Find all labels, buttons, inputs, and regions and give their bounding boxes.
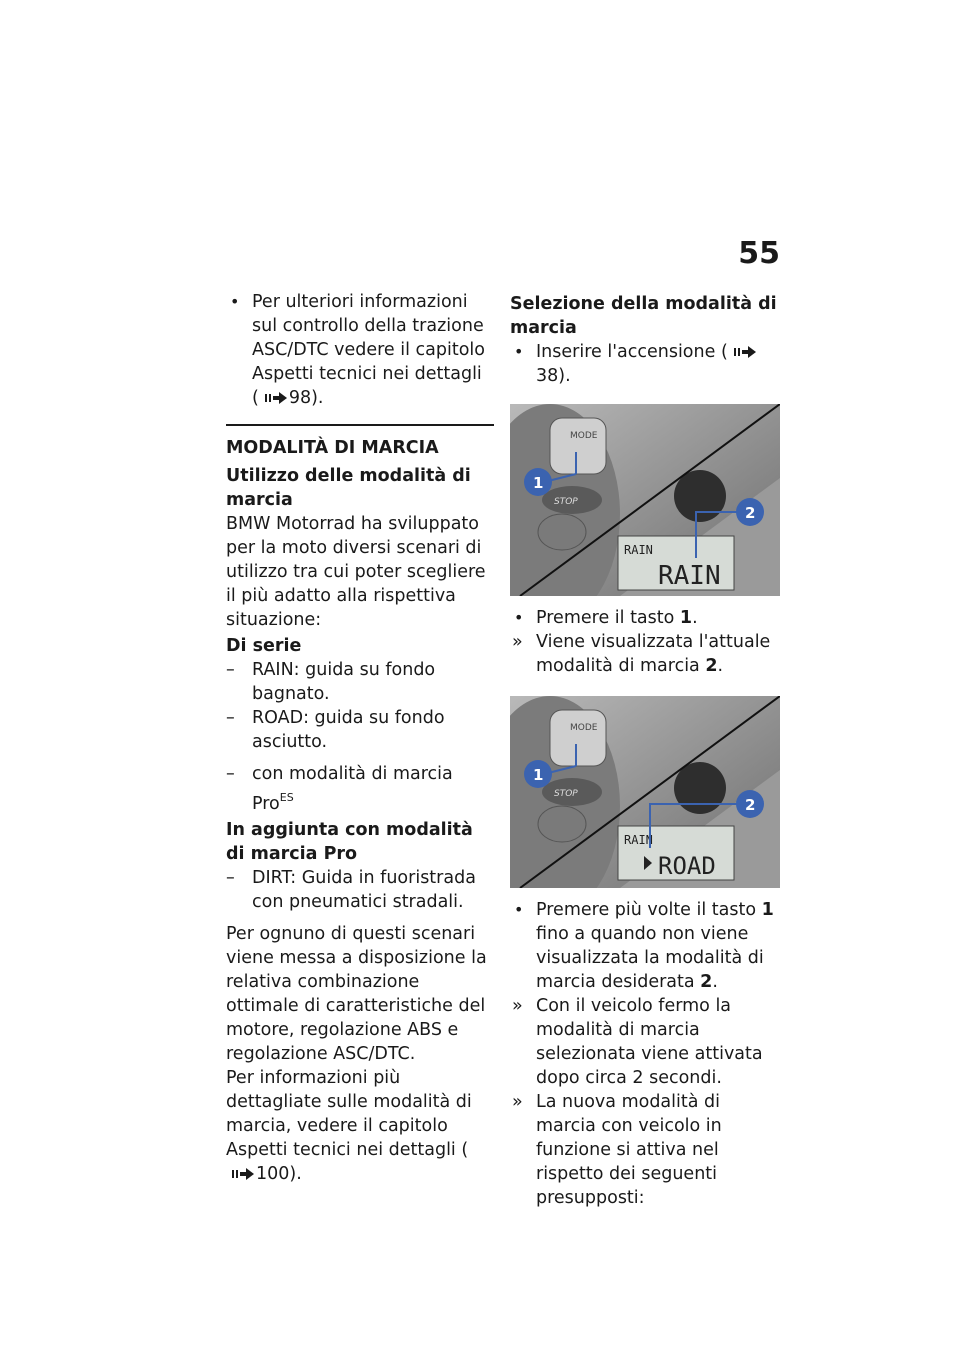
figure-mode-switch-rain [510, 404, 780, 596]
paragraph-more-info: Per informazioni più dettagliate sulle modalità di marcia, vedere il capitolo Aspetti tecnici nei dettagli (100). [226, 1068, 472, 1184]
result-vehicle-stopped: » Con il veicolo fermo la modalità di marcia selezionata viene attivata dopo circa 2 secondi. [510, 994, 782, 1090]
page-reference-arrow-icon [232, 1168, 254, 1180]
result-vehicle-moving: » La nuova modalità di marcia con veicolo in funzione si attiva nel rispetto dei seguenti presupposti: [510, 1090, 782, 1210]
svg-text:RAIN: RAIN [624, 543, 653, 557]
page-number: 55 [738, 236, 780, 271]
svg-text:MODE: MODE [570, 723, 598, 733]
svg-text:ROAD: ROAD [658, 852, 716, 880]
figure-mode-switch-road [510, 696, 780, 888]
mode-button-icon [550, 418, 606, 474]
step-press-button: • Premere il tasto 1. [510, 606, 782, 630]
subheading-pro: In aggiunta con modalità di marcia Pro [226, 820, 473, 864]
svg-text:2: 2 [745, 796, 756, 814]
subheading-usage: Utilizzo delle modalità di marcia [226, 466, 471, 510]
step-ignition: • Inserire l'accensione (38). [510, 340, 782, 388]
svg-text:MODE: MODE [570, 431, 598, 441]
svg-text:STOP: STOP [554, 789, 578, 799]
step-press-repeatedly: • Premere più volte il tasto 1 fino a quando non viene visualizzata la modalità di marcia desiderata 2. [510, 898, 782, 994]
page-reference-arrow-icon [734, 346, 756, 358]
left-column [226, 290, 494, 1186]
list-item-road: – ROAD: guida su fondo asciutto. [226, 708, 445, 752]
subheading-selection: Selezione della modalità di marcia [510, 294, 777, 338]
paragraph-intro: BMW Motorrad ha sviluppato per la moto diversi scenari di utilizzo tra cui poter scegliere il più adatto alla rispettiva situazione: [226, 514, 486, 630]
svg-text:RAIN: RAIN [658, 561, 721, 591]
list-item-dirt: – DIRT: Guida in fuoristrada con pneumatici stradali. [226, 868, 476, 912]
svg-text:1: 1 [533, 766, 544, 784]
section-title: MODALITÀ DI MARCIA [226, 424, 494, 460]
svg-text:1: 1 [533, 474, 544, 492]
intro-bullet: • Per ulteriori informazioni sul controllo della trazione ASC/DTC vedere il capitolo Aspetti tecnici nei dettagli ( 98). [226, 290, 494, 410]
result-current-mode: » Viene visualizzata l'attuale modalità di marcia 2. [510, 630, 782, 678]
list-item-pro: – con modalità di marcia Pro$^{ES}$ [226, 764, 453, 814]
svg-text:RAIN: RAIN [624, 833, 653, 847]
mode-button-icon [550, 710, 606, 766]
paragraph-combination: Per ognuno di questi scenari viene messa a disposizione la relativa combinazione ottimale di caratteristiche del motore, regolazione ABS e regolazione ASC/DTC. [226, 924, 487, 1064]
page-reference-arrow-icon [265, 392, 287, 404]
knob-icon [674, 762, 726, 814]
knob-icon [674, 470, 726, 522]
svg-text:2: 2 [745, 504, 756, 522]
svg-text:STOP: STOP [554, 497, 578, 507]
right-column [510, 290, 782, 1210]
list-item-rain: – RAIN: guida su fondo bagnato. [226, 660, 436, 704]
subheading-standard: Di serie [226, 636, 302, 656]
